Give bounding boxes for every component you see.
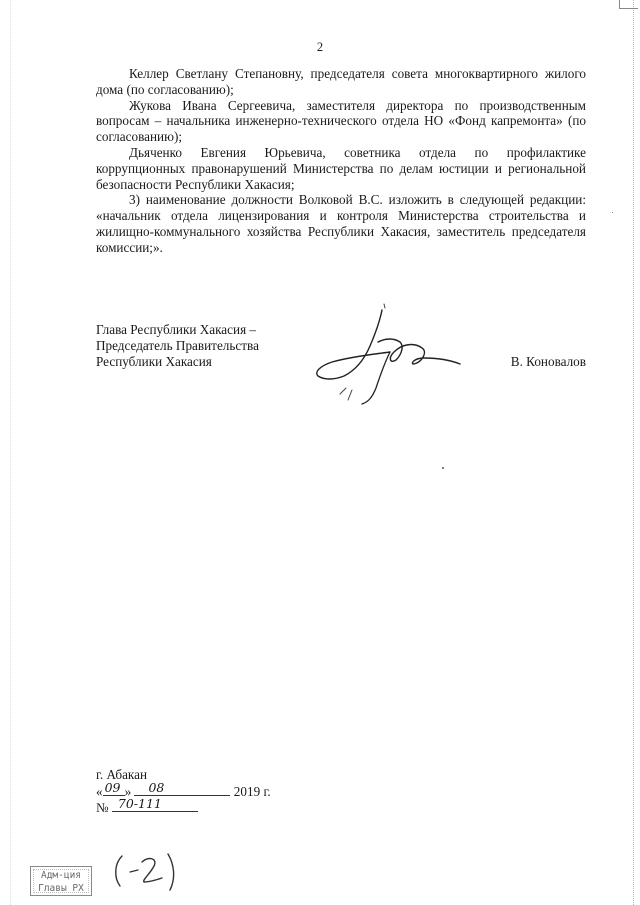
page-number: 2 xyxy=(316,40,324,54)
number-handwritten: 70-111 xyxy=(117,796,162,811)
signatory-title-line-2: Председатель Правительства xyxy=(96,337,259,353)
number-line xyxy=(96,796,296,815)
scan-speck xyxy=(612,212,613,213)
document-footer xyxy=(96,767,296,815)
signatory-name: В. Коновалов xyxy=(510,354,586,369)
paragraph-volkova: 3) наименование должности Волковой В.С. изложить в следующей редакции: «начальник отдела лицензирования и контроля Министерства строительства и жилищно-коммунального хозяйства Республики Хакасия, заместитель председателя комиссии;». xyxy=(96,192,586,255)
scan-corner-mark xyxy=(619,0,638,9)
signatory-title xyxy=(96,322,296,369)
number-blank xyxy=(112,796,198,812)
paragraph-keller: Келлер Светлану Степановну, председателя совета многоквартирного жилого дома (по согласованию); xyxy=(96,66,586,97)
date-day-handwritten: 09 xyxy=(104,780,121,795)
city-line: г. Абакан xyxy=(96,767,148,782)
scan-right-edge xyxy=(633,0,634,905)
paragraph-dyachenko: Дьяченко Евгения Юрьевича, советника отдела по профилактике коррупционных правонарушений Министерства по делам юстиции и региональной безопасности Республики Хакасия; xyxy=(96,144,586,192)
handwritten-page-mark xyxy=(108,848,188,892)
stamp-line-1: Адм-ция xyxy=(40,870,82,881)
number-prefix: № xyxy=(96,800,109,815)
date-day-blank xyxy=(103,780,125,796)
scan-left-edge xyxy=(10,0,11,905)
scan-speck xyxy=(442,467,444,469)
date-month-blank xyxy=(134,780,230,796)
body-text xyxy=(96,66,586,256)
date-month-handwritten: 08 xyxy=(148,780,165,795)
registration-stamp xyxy=(30,866,92,896)
paragraph-zhukov: Жукова Ивана Сергеевича, заместителя директора по производственным вопросам – начальника инженерно-технического отдела НО «Фонд капремонта» (по согласованию); xyxy=(96,97,586,145)
date-close-quote: » xyxy=(124,784,132,799)
signatory-title-line-3: Республики Хакасия xyxy=(96,353,212,369)
stamp-line-2: Главы РХ xyxy=(38,883,84,894)
date-year: 2019 г. xyxy=(233,784,271,799)
handwritten-signature xyxy=(310,302,470,412)
signatory-title-line-1: Глава Республики Хакасия – xyxy=(96,322,257,337)
date-open-quote: « xyxy=(96,784,103,799)
stamp-inner-border xyxy=(33,869,89,893)
